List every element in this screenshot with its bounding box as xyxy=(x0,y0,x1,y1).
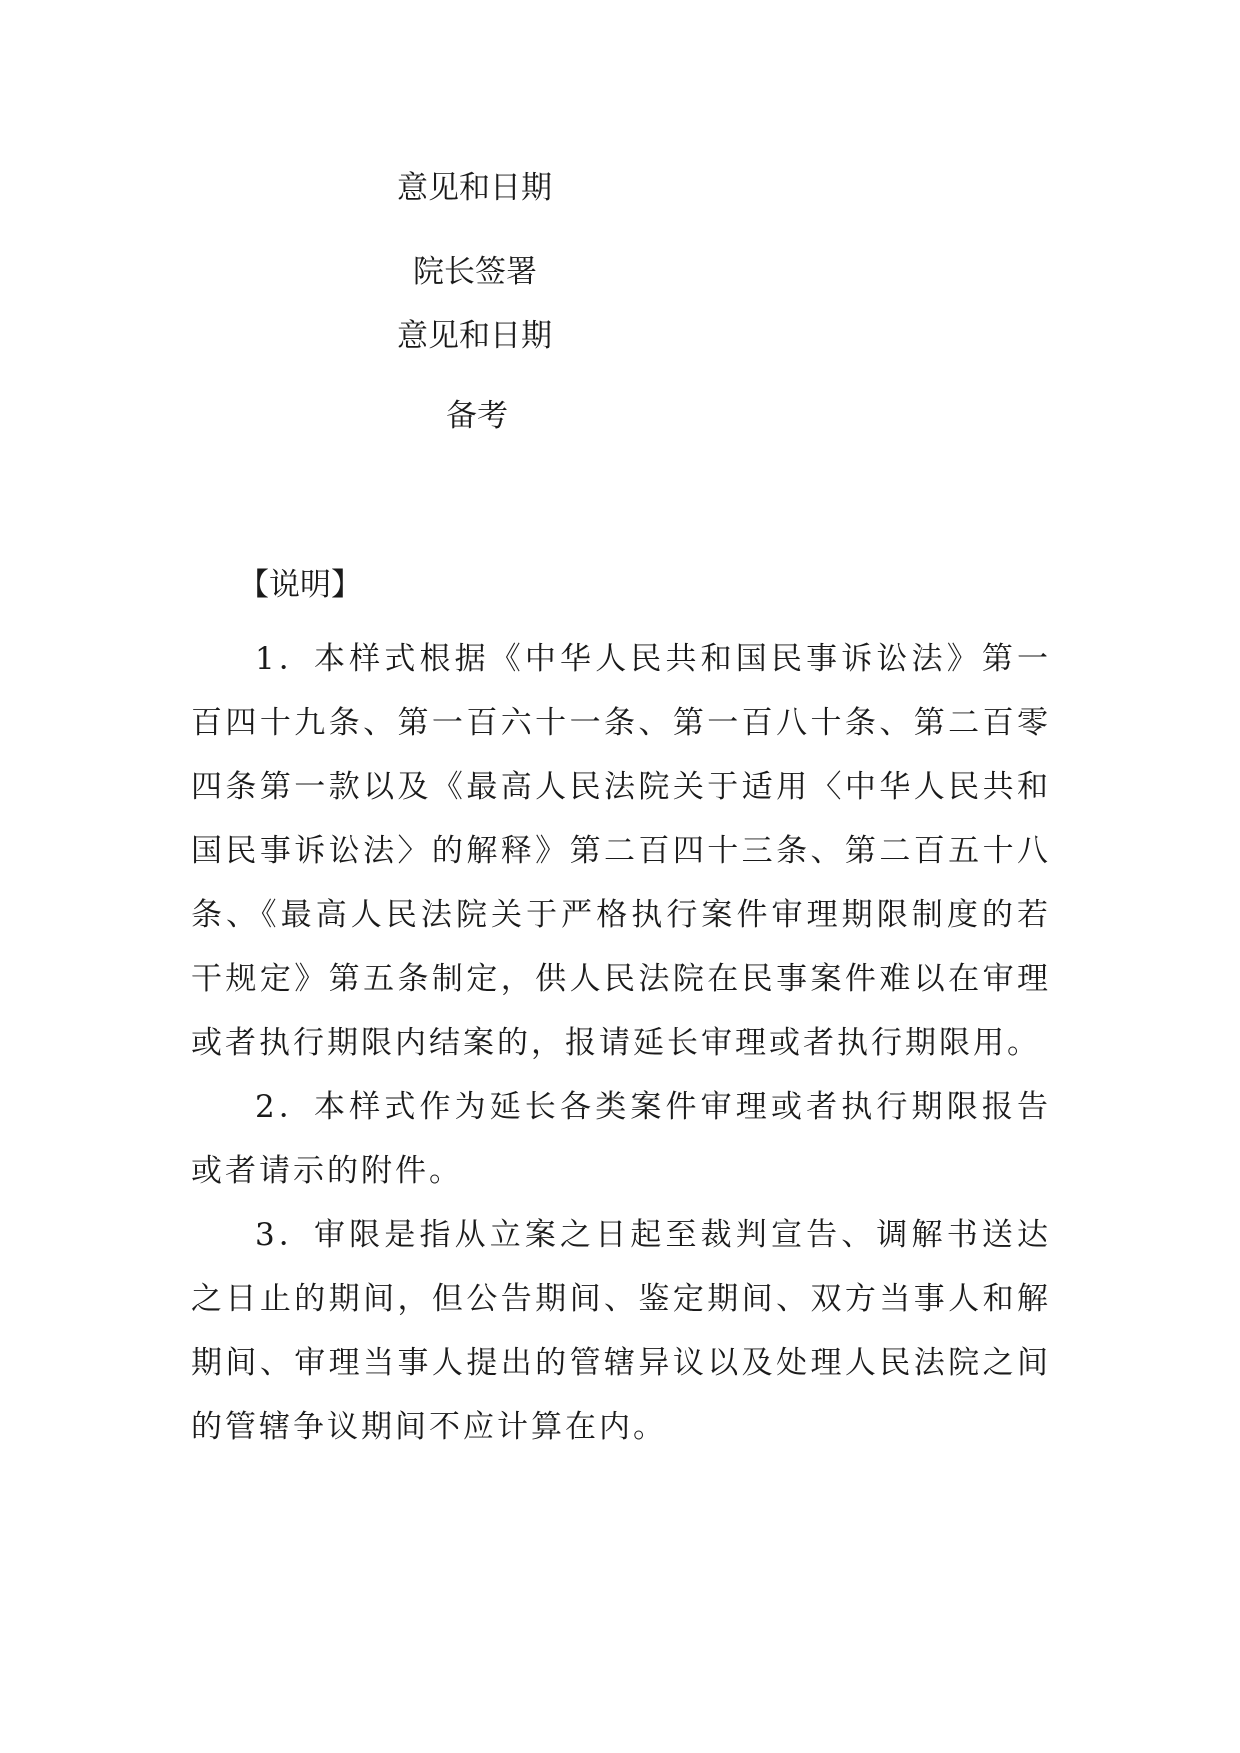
opinion-date-label-1: 意见和日期 xyxy=(397,170,552,206)
opinion-date-label-2: 意见和日期 xyxy=(397,318,552,354)
president-signature-label: 院长签署 xyxy=(413,254,537,290)
note-item-1: 1．本样式根据《中华人民共和国民事诉讼法》第一百四十九条、第一百六十一条、第一百八十条、第二百零四条第一款以及《最高人民法院关于适用〈中华人民共和国民事诉讼法〉的解释》第二百四十三条、第二百五十八条、《最高人民法院关于严格执行案件审理期限制度的若干规定》第五条制定，供人民法院在民事案件难以在审理或者执行期限内结案的，报请延长审理或者执行期限用。 xyxy=(191,641,1051,1061)
remarks-label: 备考 xyxy=(446,398,508,434)
note-item-2: 2．本样式作为延长各类案件审理或者执行期限报告或者请示的附件。 xyxy=(191,1089,1051,1189)
note-item-3: 3．审限是指从立案之日起至裁判宣告、调解书送达之日止的期间，但公告期间、鉴定期间、双方当事人和解期间、审理当事人提出的管辖异议以及处理人民法院之间的管辖争议期间不应计算在内。 xyxy=(191,1217,1051,1445)
notes-heading: 【说明】 xyxy=(238,567,362,603)
notes-section xyxy=(191,565,1051,1459)
